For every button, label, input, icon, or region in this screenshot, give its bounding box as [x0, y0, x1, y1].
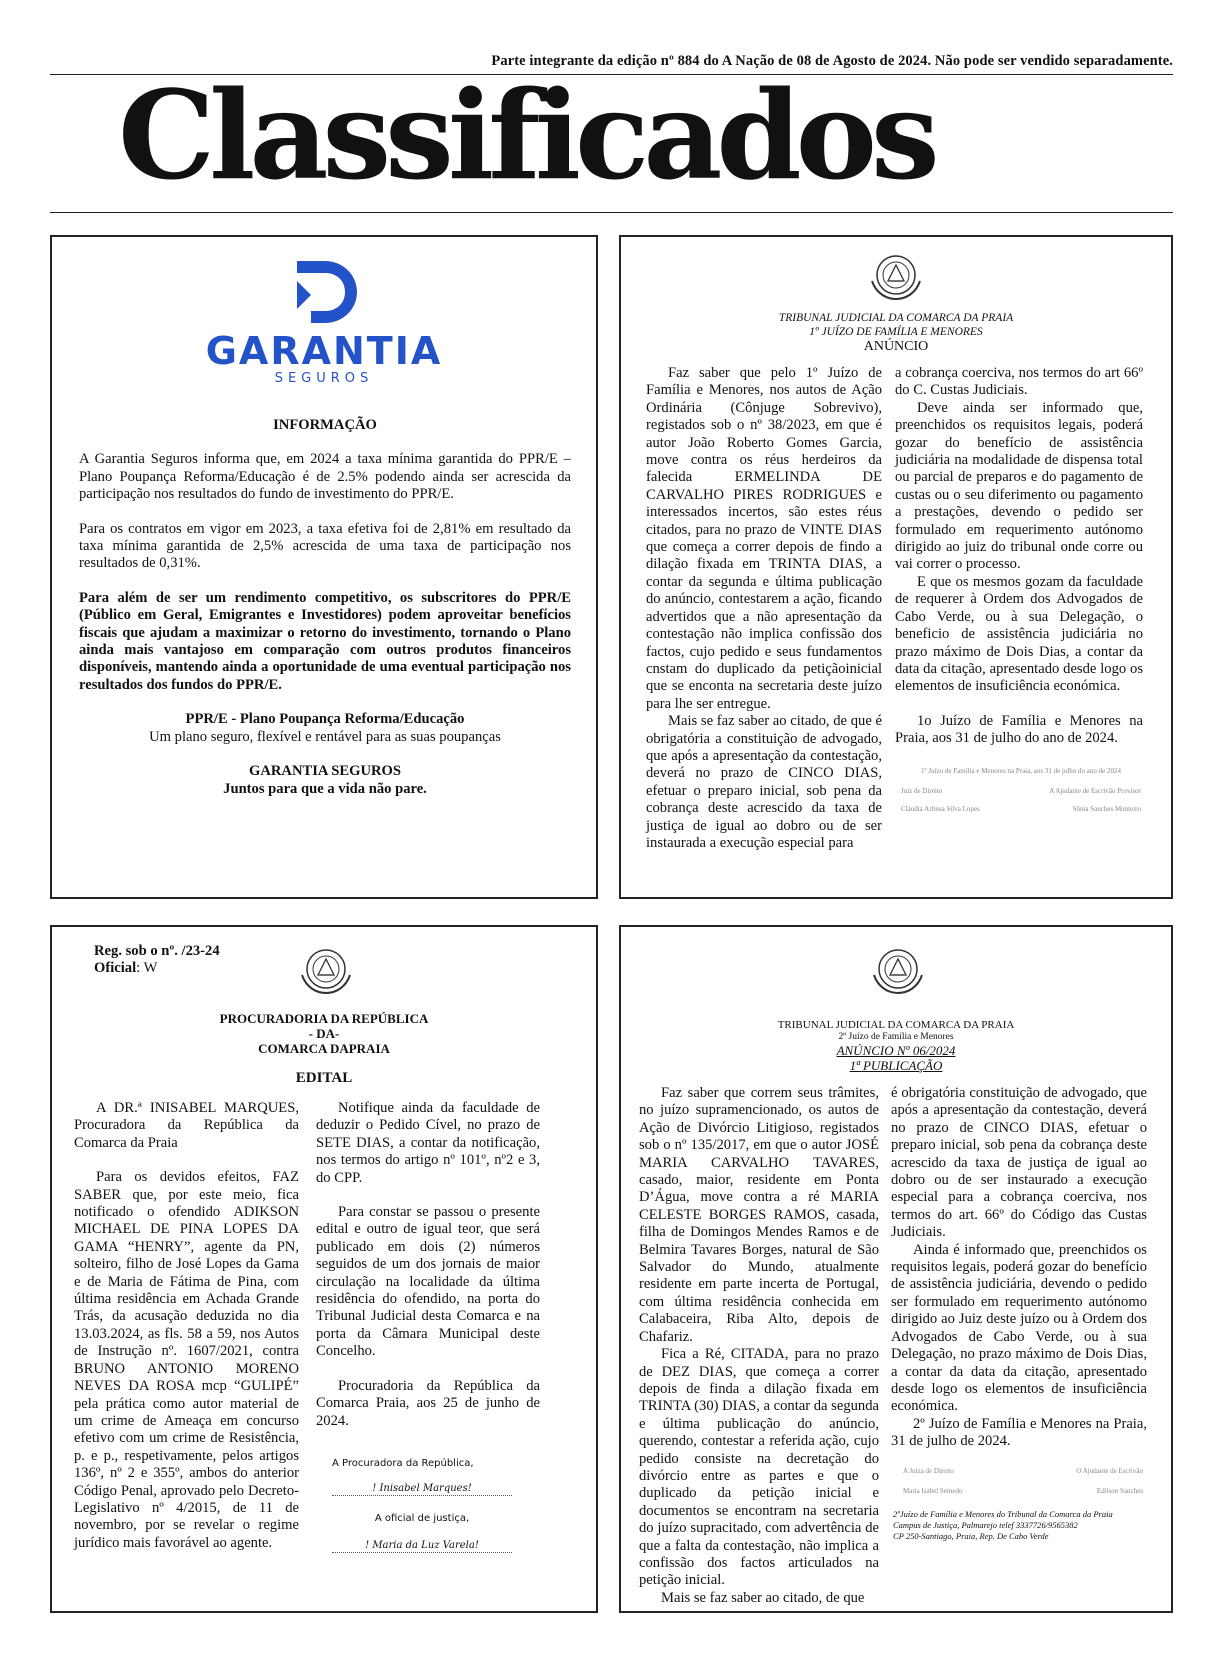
edital-right-column: [316, 1100, 540, 1430]
masthead-title: Classificados: [118, 63, 934, 207]
edital-paragraph: Para os devidos efeitos, FAZ SABER que, por este meio, fica notificado o ofendido ADIKSON MICHAEL DE PINA LOPES DA GAMA “HENRY”, agente da PN, solteiro, filho de José Lopes da Gama e de Maria de Fátima de Pina, com última residência em Achada Grande Trás, da acusação deduzida no dia 13.03.2024, as fls. 58 a 59, nos Autos de Instrução nº. 1607/2021, contra BRUNO ANTONIO MORENO NEVES DA ROSA mcp “GULIPÉ” pela prática como autor material de um crime de Ameaça em concurso efetivo com um crime de Resistência, p. e p., respetivamente, pelos artigos 136º, nº 2 e 355º, ambos do anterior Código Penal, aprovado pelo Decreto-Legislativo nº 4/2015, de 11 de novembro, por se revelar o regime jurídico mais favorável ao agente.: [74, 1169, 299, 1551]
signature-line: 1º Juízo de Família e Menores na Praia, aos 31 de julho do ano de 2024: [920, 767, 1122, 775]
edital-paragraph: A DR.ª INISABEL MARQUES, Procuradora da República da Comarca da Praia: [74, 1100, 299, 1151]
address-line: Campus de Justiça, Palmarejo telef 3337726/9565382: [893, 1520, 1078, 1530]
national-seal-icon: [870, 945, 926, 997]
signature-name: Sônia Sanches Monteiro: [1072, 805, 1141, 813]
notice-paragraph: Mais se faz saber ao citado, de que é obrigatória a constituição de advogado, que após a apresentação da contestação, deverá no prazo de CINCO DIAS, efetuar o preparo inicial, sob pena da cobrança deste acrescido da taxa de justiça de igual ao dobro ou de ser instaurada a execução especial para: [646, 713, 882, 851]
address-line: CP 250-Santiago, Praia, Rep. De Cabo Verde: [893, 1531, 1049, 1541]
oficial-label: Oficial: [94, 960, 137, 976]
edition-note: Parte integrante da edição nº 884 do A Nação de 08 de Agosto de 2024. Não pode ser vendido separadamente.: [491, 53, 1173, 69]
anuncio-2-signatures: [903, 1467, 1143, 1495]
garantia-paragraph-bold: Para além de ser um rendimento competitivo, os subscritores do PPR/E (Público em Geral, Emigrantes e Investidores) podem aproveitar benefícios fiscais que ajudam a maximizar o retorno do investimento, tornando o Plano ainda mais vantajoso em comparação com outros produtos financeiros disponíveis, mantendo ainda a oportunidade de uma eventual participação nos resultados dos fundos do PPR/E.: [79, 589, 571, 693]
signature-name: ! Maria da Luz Varela!: [332, 1539, 512, 1553]
edital-title: EDITAL: [295, 1070, 353, 1086]
edital-signatures: [332, 1457, 512, 1553]
garantia-logo-name: GARANTIA: [205, 329, 443, 373]
edital-registry: [94, 943, 220, 977]
notice-paragraph: Fica a Ré, CITADA, para no prazo de DEZ DIAS, que começa a correr depois de finda a dilação fixada em TRINTA (30) DIAS, a contar da segunda e última publicação do anúncio, querendo, contestar a referida ação, cujo pedido consiste na decretação do divórcio entre as partes e que o duplicado da petição inicial e documentos se encontram na secretaria do juízo supracitado, com advertência de que a falta da contestação, não implica a confissão dos factos articulados na petição inicial.: [639, 1346, 879, 1589]
garantia-body: [79, 417, 571, 798]
notice-paragraph: a cobrança coerciva, nos termos do art 66º do C. Custas Judiciais.: [895, 365, 1143, 399]
ppr-subtitle: Um plano seguro, flexível e rentável para as suas poupanças: [149, 728, 501, 745]
anuncio-1-notice: [619, 235, 1173, 899]
edital-left-column: [74, 1100, 299, 1552]
garantia-paragraph: A Garantia Seguros informa que, em 2024 a taxa mínima garantida do PPR/E – Plano Poupança Reforma/Educação é de 2.5% podendo ainda ser acrescida da participação nos resultados do fundo de investimento do PPR/E.: [79, 451, 571, 503]
court-name: TRIBUNAL JUDICIAL DA COMARCA DA PRAIA: [778, 312, 1014, 324]
oficial-value: : W: [136, 960, 158, 976]
notice-paragraph: Ainda é informado que, preenchidos os requisitos legais, poderá gozar do benefício de assistência judiciária, devendo o pedido ser formulado em requerimento autónomo dirigido ao Juiz deste juízo ou à Ordem dos Advogados de Cabo Verde, ou à sua Delegação, no prazo máximo de Dois Dias, a contar da data da citação, apresentado desde logo os elementos de insuficiência económica.: [891, 1241, 1147, 1415]
notice-date: 1o Juízo de Família e Menores na Praia, aos 31 de julho do ano de 2024.: [895, 712, 1143, 747]
signature-role: Juíz de Direito: [901, 787, 943, 795]
notice-paragraph: Faz saber que correm seus trâmites, no juízo supramencionado, os autos de Ação de Divórcio Litigioso, registados sob o nº 135/2017, em que o autor JOSÉ MARIA CARVALHO TAVARES, casado, maior, residente em Ponta D’Água, move contra a ré MARIA CELESTE BORGES RAMOS, casada, filha de Domingos Mendes Ramos e de Belmira Tavares Borges, natural de São Salvador do Mundo, atualmente residente em parte incerta de Portugal, com última residência conhecida em Calabaceira, Riba Alto, depois de Chafariz.: [639, 1085, 879, 1345]
signature-role: A Ajudante de Escrivão Provisor: [1049, 787, 1141, 795]
anuncio-1-signatures: [901, 767, 1141, 813]
garantia-title: INFORMAÇÃO: [273, 417, 377, 433]
edital-paragraph: Notifique ainda da faculdade de deduzir o Pedido Cível, no prazo de SETE DIAS, a contar da notificação, nos termos do artigo nº 101º, nº2 e 3, do CPP.: [316, 1100, 540, 1186]
signature-role: O Ajudante de Escrivão: [1076, 1467, 1143, 1475]
signature-name: Edilson Sanches: [1096, 1487, 1143, 1495]
anuncio-2-left-column: [639, 1085, 879, 1607]
garantia-slogan: Juntos para que a vida não pare.: [223, 780, 427, 797]
notice-title: ANÚNCIO: [863, 339, 929, 354]
garantia-ad: [50, 235, 598, 899]
notice-paragraph: Mais se faz saber ao citado, de que: [661, 1589, 865, 1606]
national-seal-icon: [298, 945, 354, 997]
org-line: COMARCA DAPRAIA: [258, 1041, 390, 1056]
anuncio-2-header: [621, 1019, 1171, 1074]
garantia-footer-title: GARANTIA SEGUROS: [248, 763, 402, 780]
notice-paragraph: Faz saber que pelo 1º Juízo de Família e Menores, nos autos de Ação Ordinária (Cônjuge Sobrevivo), registados sob o nº 38/2023, em que é autor João Roberto Gomes Garcia, move contra os réus herdeiros da falecida ERMELINDA DE CARVALHO PIRES RODRIGUES e interessados incertos, são estes réus citados, para no prazo de VINTE DIAS que começa a correr depois de findo a dilação fixada em TRINTA DIAS, a contar da segunda e última publicação do anúncio, contestarem a ação, ficando advertidos que a não apresentação da contestação não implica confissão dos factos, cujo pedido e seus fundamentos cnstam do duplicado da petiçãoinicial que se enconta na secretaria deste juízo para lhe ser entregue.: [646, 365, 882, 712]
notice-paragraph: é obrigatória constituição de advogado, que após a apresentação da contestação, deverá no prazo de CINCO DIAS, efetuar o preparo inicial, sob pena da cobrança deste acrescido da taxa de justiça de igual ao dobro ou de ser instaurado a execução especial para a cobrança coerciva, nos termos do art. 66º do Código das Custas Judiciais.: [891, 1085, 1147, 1241]
garantia-mark-icon: [289, 257, 359, 327]
notice-paragraph: Deve ainda ser informado que, preenchidos os requisitos legais, poderá gozar do benefício de assistência judiciária na modalidade de dispensa total ou parcial de preparos e do pagamento de custas ou o seu diferimento ou pagamento a prestações, devendo o pedido ser formulado em requerimento autónomo dirigido ao juiz do tribunal onde corre ou vai correr o processo.: [895, 399, 1143, 573]
registry-number: Reg. sob o nº. /23-24: [94, 943, 220, 959]
notice-date: 2º Juízo de Família e Menores na Praia, 31 de julho de 2024.: [891, 1415, 1147, 1450]
garantia-paragraph: Para os contratos em vigor em 2023, a taxa efetiva foi de 2,81% em resultado da taxa mínima garantida de 2,5% acrescida de uma taxa de participação nos resultados de 0,31%.: [79, 520, 571, 572]
anuncio-1-header: [621, 251, 1171, 355]
anuncio-2-notice: [619, 925, 1173, 1613]
court-address: [893, 1509, 1153, 1542]
edital-organization: [52, 1011, 596, 1056]
masthead-rule: [50, 212, 1173, 213]
anuncio-2-right-column: [891, 1085, 1147, 1451]
court-name: TRIBUNAL JUDICIAL DA COMARCA DA PRAIA: [777, 1019, 1015, 1031]
publication-number: 1ª PUBLICAÇÃO: [849, 1058, 943, 1073]
edital-paragraph: Para constar se passou o presente edital e outro de igual teor, que será publicado em dois (2) números seguidos de um dos jornais de maior circulação na localidade da última residência do ofendido, na porta do Tribunal Judicial desta Comarca e na porta da Câmara Municipal deste Concelho.: [316, 1204, 540, 1360]
notice-title: ANÚNCIO Nº 06/2024: [836, 1043, 956, 1058]
signature-role: A Juíza de Direito: [903, 1467, 954, 1475]
court-section: 1º JUÍZO DE FAMÍLIA E MENORES: [809, 326, 983, 338]
edital-date: Procuradoria da República da Comarca Praia, aos 25 de junho de 2024.: [316, 1377, 540, 1429]
garantia-logo: [52, 257, 596, 386]
notice-paragraph: E que os mesmos gozam da faculdade de requerer à Ordem dos Advogados de Cabo Verde, ou à sua Delegação, o beneficio de assistência judiciária no prazo máximo de Dois Dias, a contar da data da citação, apresentado desde logo os elementos de insuficiência económica.: [895, 573, 1143, 695]
edital-notice: [50, 925, 598, 1613]
anuncio-1-left-column: [646, 365, 882, 852]
anuncio-1-right-column: [895, 365, 1143, 748]
signature-name: Cláudia Arlinsa Silva Lopes: [901, 805, 980, 813]
national-seal-icon: [868, 251, 924, 303]
signature-role: A Procuradora da República,: [332, 1458, 474, 1469]
signature-role: A oficial de justiça,: [374, 1513, 470, 1524]
ppr-title: PPR/E - Plano Poupança Reforma/Educação: [185, 711, 465, 728]
org-line: PROCURADORIA DA REPÚBLICA: [219, 1011, 429, 1026]
signature-name: Maria Isabel Semedo: [903, 1487, 963, 1495]
garantia-logo-sub: SEGUROS: [274, 371, 374, 386]
signature-name: ! Inisabel Marques!: [332, 1482, 512, 1496]
org-line: - DA-: [308, 1026, 340, 1041]
address-line: 2ºJuízo de Família e Menores do Tribunal da Comarca da Praia: [893, 1509, 1113, 1519]
court-section: 2º Juízo de Família e Menores: [838, 1032, 954, 1042]
